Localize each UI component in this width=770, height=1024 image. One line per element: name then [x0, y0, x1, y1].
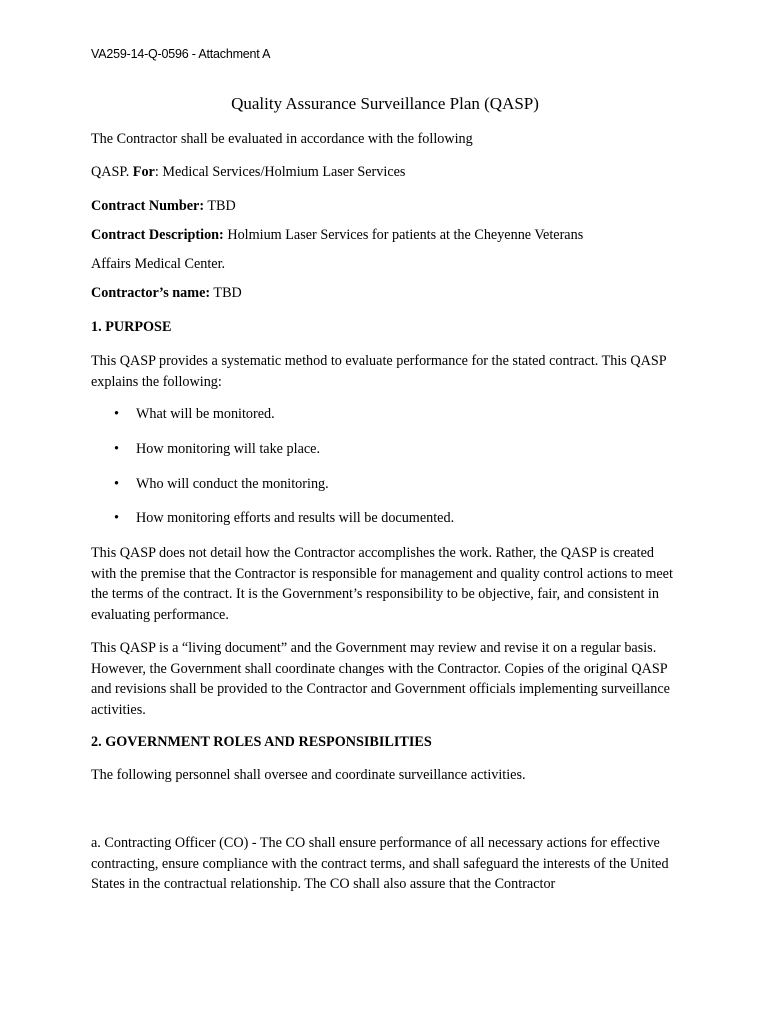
- contract-description-continuation: Affairs Medical Center.: [91, 256, 226, 272]
- contract-number-line: [91, 198, 236, 215]
- purpose-paragraph-2: This QASP does not detail how the Contractor accomplishes the work. Rather, the QASP is created with the premise that the Contractor is responsible for management and quality control actions to meet the terms of the contract. It is the Government’s responsibility to be objective, fair, and consistent in evaluating performance.: [91, 545, 673, 623]
- contract-description-label: Contract Description:: [91, 227, 224, 243]
- bullet-icon: •: [114, 406, 119, 422]
- purpose-bullet-1: What will be monitored.: [136, 406, 275, 422]
- contract-number-value: TBD: [204, 198, 236, 214]
- page-title: Quality Assurance Surveillance Plan (QASP): [231, 94, 539, 113]
- bullet-icon: •: [114, 510, 119, 526]
- purpose-bullet-3: Who will conduct the monitoring.: [136, 476, 329, 492]
- contractor-name-value: TBD: [210, 285, 242, 301]
- intro-for-label: For: [132, 164, 155, 180]
- purpose-heading: 1. PURPOSE: [91, 319, 172, 335]
- purpose-bullet-2: How monitoring will take place.: [136, 441, 321, 457]
- purpose-paragraph-3: This QASP is a “living document” and the Government may review and revise it on a regular basis. However, the Government shall coordinate changes with the Contractor. Copies of the original QASP and revisions shall be provided to the Contractor and Government officials implementing surveillance activities.: [91, 640, 670, 718]
- purpose-paragraph-1: This QASP provides a systematic method to evaluate performance for the stated contract. This QASP explains the following:: [91, 353, 667, 390]
- contract-number-label: Contract Number:: [91, 198, 205, 214]
- gov-roles-paragraph-1: The following personnel shall oversee and coordinate surveillance activities.: [91, 767, 526, 783]
- contractor-name-line: [91, 285, 242, 302]
- contract-description-line: [91, 227, 583, 244]
- document-reference-header: VA259-14-Q-0596 - Attachment A: [91, 47, 271, 61]
- contracting-officer-paragraph: a. Contracting Officer (CO) - The CO shall ensure performance of all necessary actions for effective contracting, ensure compliance with the contract terms, and shall safeguard the interests of the United States in the contractual relationship. The CO shall also assure that the Contractor: [91, 835, 669, 892]
- intro-line-1: The Contractor shall be evaluated in accordance with the following: [91, 131, 473, 147]
- bullet-icon: •: [114, 441, 119, 457]
- intro-line-2: [91, 164, 405, 181]
- intro-services: : Medical Services/Holmium Laser Services: [154, 164, 406, 180]
- gov-roles-heading: 2. GOVERNMENT ROLES AND RESPONSIBILITIES: [91, 734, 432, 750]
- intro-qasp-prefix: QASP.: [91, 164, 130, 180]
- purpose-bullet-4: How monitoring efforts and results will be documented.: [136, 510, 455, 526]
- contract-description-value: Holmium Laser Services for patients at the Cheyenne Veterans: [223, 227, 584, 243]
- contractor-name-label: Contractor’s name:: [91, 285, 211, 301]
- bullet-icon: •: [114, 476, 119, 492]
